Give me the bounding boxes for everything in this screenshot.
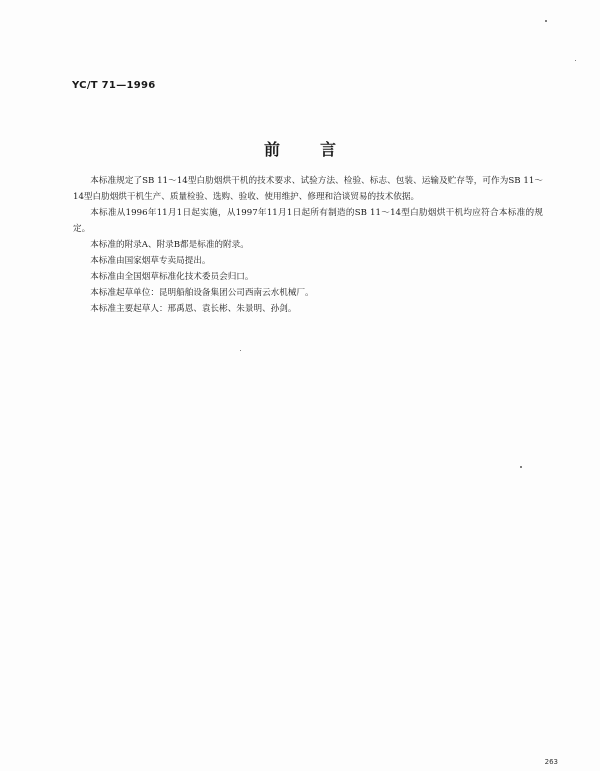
page-heading: 前言 [263,140,376,159]
page-number: 263 [544,758,558,766]
paragraph-appendix: 本标准的附录A、附录B都是标准的附录。 [90,240,249,250]
paragraph-proposer: 本标准由国家烟草专卖局提出。 [90,256,211,266]
paragraph-effective-date: 本标准从1996年11月1日起实施，从1997年11月1日起所有制造的SB 11～14型白肋烟烘干机均应符合本标准的规定。 [73,208,543,234]
scan-speck [545,20,547,22]
paragraph-drafters: 本标准主要起草人：邢禹恩、袁长彬、朱景明、孙剑。 [90,304,297,314]
paragraph-committee: 本标准由全国烟草标准化技术委员会归口。 [90,272,254,282]
scan-speck [520,466,522,468]
paragraph-scope: 本标准规定了SB 11～14型白肋烟烘干机的技术要求、试验方法、检验、标志、包装、运输及贮存等，可作为SB 11～14型白肋烟烘干机生产、质量检验、选购、验收、使用维护、修理和洽谈贸易的技术依据。 [73,176,543,202]
standard-code: YC/T 71—1996 [72,80,156,91]
paragraph-drafting-unit: 本标准起草单位：昆明船舶设备集团公司西南云水机械厂。 [90,288,314,298]
scan-speck [575,60,576,61]
body-text [73,173,543,317]
scan-speck [240,350,241,351]
